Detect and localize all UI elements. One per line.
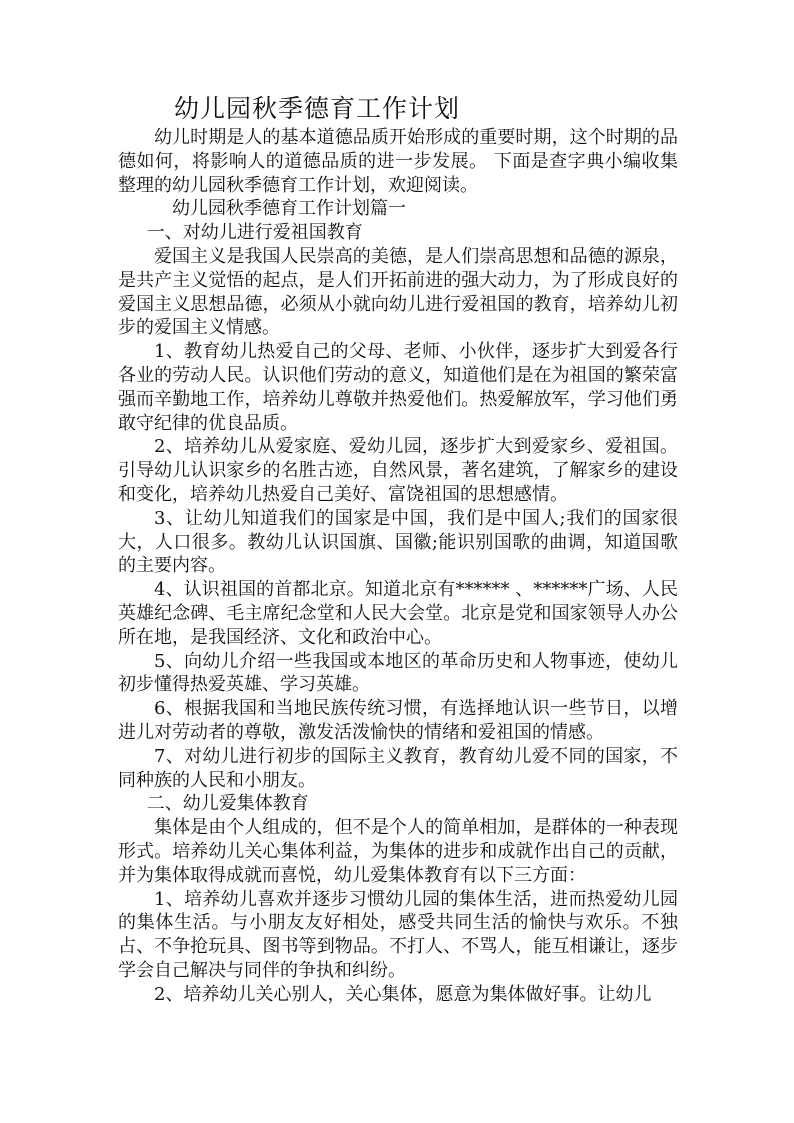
intro-paragraph: 幼儿时期是人的基本道德品质开始形成的重要时期，这个时期的品德如何，将影响人的道德品质的进一步发展。 下面是查字典小编收集整理的幼儿园秋季德育工作计划，欢迎阅读。: [118, 127, 678, 196]
list-item: 4、认识祖国的首都北京。知道北京有****** 、******广场、人民英雄纪念碑、毛主席纪念堂和人民大会堂。北京是党和国家领导人办公所在地，是我国经济、文化和政治中心。: [118, 579, 678, 648]
list-item: 5、向幼儿介绍一些我国或本地区的革命历史和人物事迹，使幼儿初步懂得热爱英雄、学习英雄。: [118, 650, 678, 696]
list-item: 2、培养幼儿关心别人，关心集体，愿意为集体做好事。让幼儿: [154, 983, 652, 1005]
article-subtitle: 幼儿园秋季德育工作计划篇一: [172, 198, 406, 220]
list-item: 1、教育幼儿热爱自己的父母、老师、小伙伴，逐步扩大到爱各行各业的劳动人民。认识他们劳动的意义，知道他们是在为祖国的繁荣富强而辛勤地工作，培养幼儿尊敬并热爱他们。热爱解放军，学习他们勇敢守纪律的优良品质。: [118, 341, 678, 434]
list-item: 3、让幼儿知道我们的国家是中国，我们是中国人;我们的国家很大，人口很多。教幼儿认识国旗、国徽;能识别国歌的曲调，知道国歌的主要内容。: [118, 507, 678, 577]
section-lead-paragraph: 集体是由个人组成的，但不是个人的简单相加，是群体的一种表现形式。培养幼儿关心集体利益，为集体的进步和成就作出自己的贡献，并为集体取得成就而喜悦，幼儿爱集体教育有以下三方面：: [118, 817, 678, 886]
document-page: [118, 92, 678, 1006]
section-lead-paragraph: 爱国主义是我国人民崇高的美德，是人们崇高思想和品德的源泉，是共产主义觉悟的起点，是人们开拓前进的强大动力，为了形成良好的爱国主义思想品德，必须从小就向幼儿进行爱祖国的教育，培养幼儿初步的爱国主义情感。: [118, 245, 678, 339]
list-item: 7、对幼儿进行初步的国际主义教育，教育幼儿爱不同的国家，不同种族的人民和小朋友。: [118, 745, 678, 791]
section-heading: 一、对幼儿进行爱祖国教育: [146, 222, 363, 244]
document-title: 幼儿园秋季德育工作计划: [174, 94, 461, 123]
section-heading: 二、幼儿爱集体教育: [146, 793, 309, 815]
list-item: 1、培养幼儿喜欢并逐步习惯幼儿园的集体生活，进而热爱幼儿园的集体生活。与小朋友友好相处，感受共同生活的愉快与欢乐。不独占、不争抢玩具、图书等到物品。不打人、不骂人，能互相谦让，逐步学会自己解决与同伴的争执和纠纷。: [118, 888, 678, 981]
list-item: 6、根据我国和当地民族传统习惯，有选择地认识一些节日，以增进儿对劳动者的尊敬，激发活泼愉快的情绪和爱祖国的情感。: [118, 698, 678, 743]
list-item: 2、培养幼儿从爱家庭、爱幼儿园，逐步扩大到爱家乡、爱祖国。引导幼儿认识家乡的名胜古迹，自然风景，著名建筑，了解家乡的建设和变化，培养幼儿热爱自己美好、富饶祖国的思想感情。: [118, 436, 678, 505]
